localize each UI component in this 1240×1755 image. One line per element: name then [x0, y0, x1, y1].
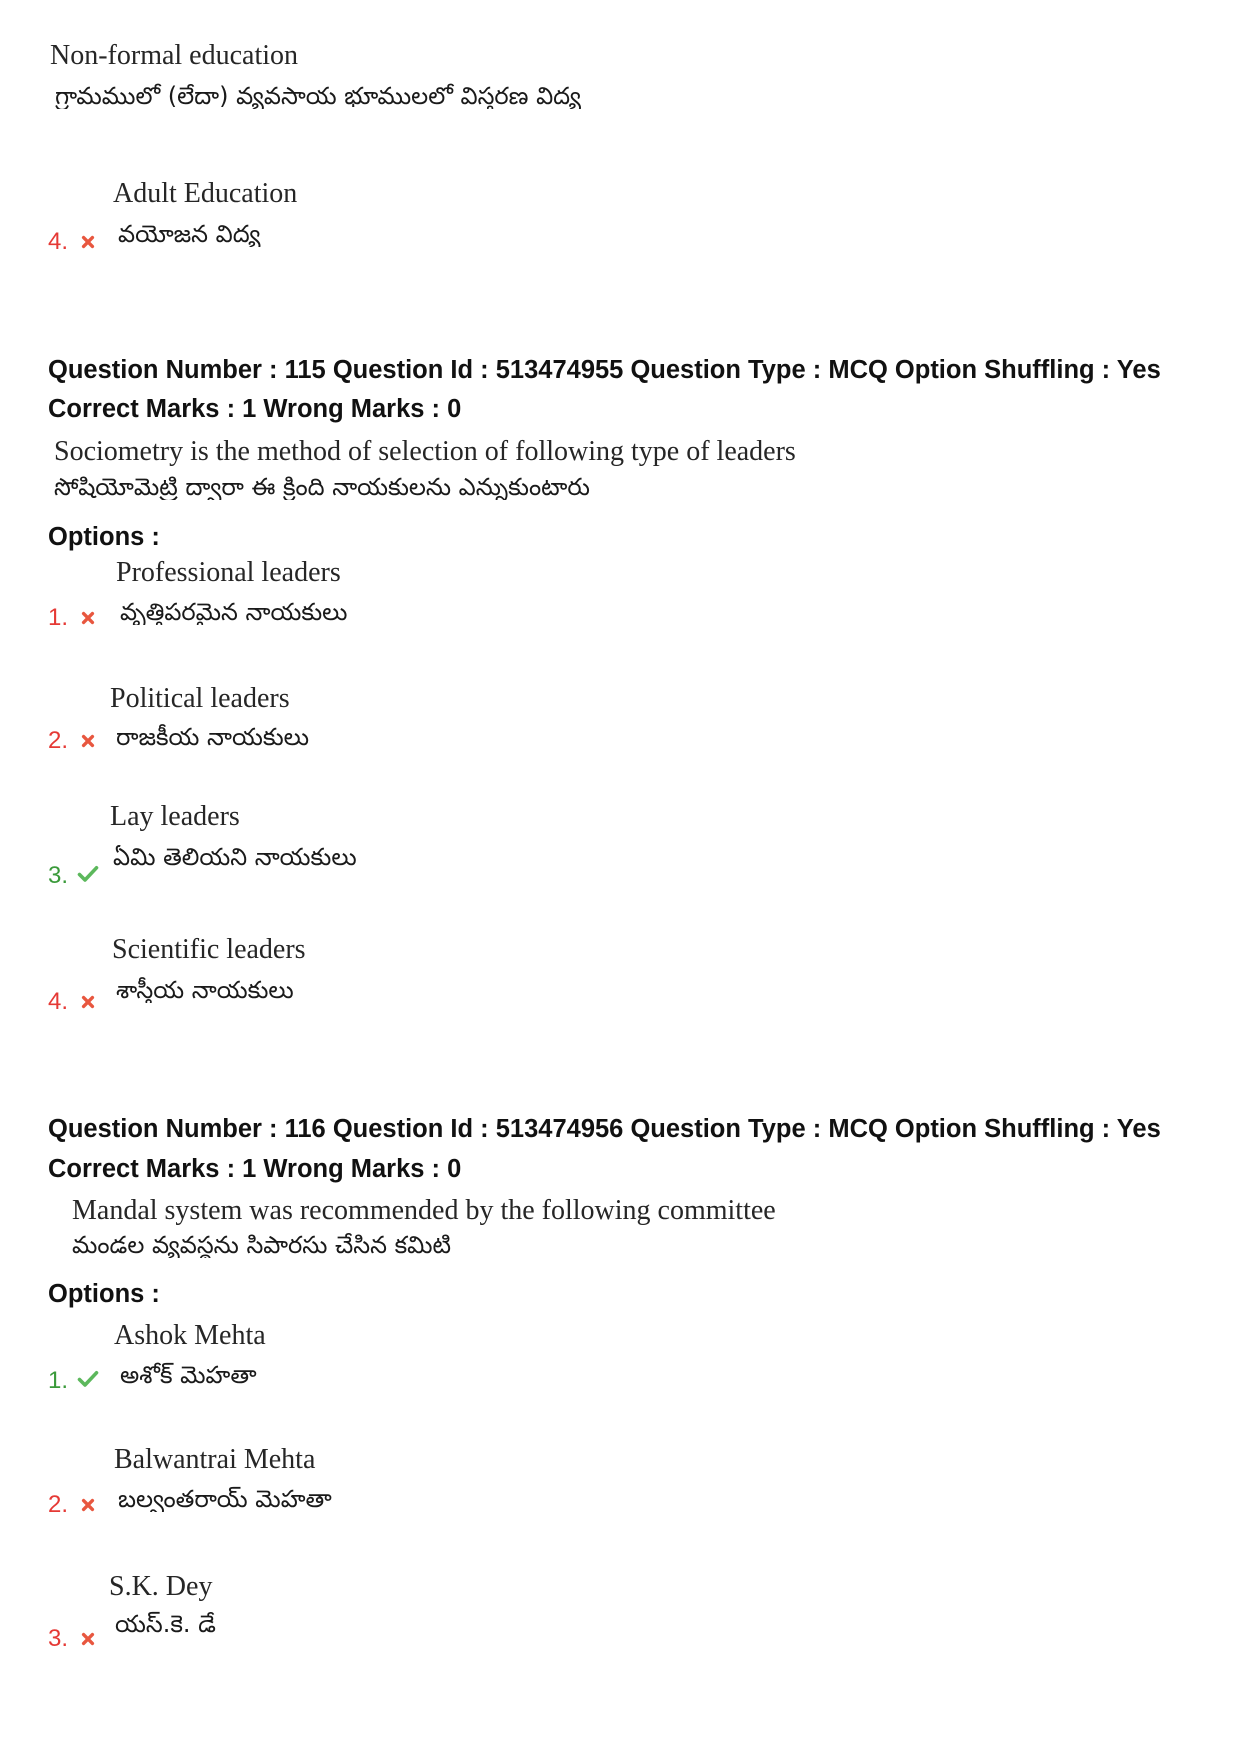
question-marks: Correct Marks : 1 Wrong Marks : 0	[48, 1155, 462, 1183]
option-item	[0, 936, 1200, 1018]
question-header: Question Number : 115 Question Id : 513474955 Question Type : MCQ Option Shuffling : Yes	[48, 356, 1161, 384]
option-number: 2.	[48, 727, 69, 754]
option-number: 4.	[48, 228, 69, 255]
option-number: 1.	[48, 1367, 69, 1394]
option-text-te: ఏమి తెలియని నాయకులు	[113, 844, 357, 870]
option-text-te: రాజకీయ నాయకులు	[116, 724, 310, 750]
options-label: Options :	[48, 523, 160, 551]
cross-icon	[81, 1632, 95, 1646]
option-text-te: బల్వంతరాయ్ మెహతా	[118, 1486, 332, 1512]
question-text-en: Sociometry is the method of selection of following type of leaders	[54, 436, 796, 467]
option-number: 3.	[48, 1625, 69, 1652]
option-item	[0, 1446, 1200, 1521]
cross-icon	[81, 734, 95, 748]
option-text-en: Balwantrai Mehta	[114, 1444, 316, 1475]
option-text-en: Non-formal education	[50, 40, 299, 71]
option-item	[0, 1322, 1200, 1397]
option-item	[0, 803, 1200, 891]
option-text-te: యస్.కె. డే	[115, 1611, 216, 1637]
check-icon	[77, 865, 99, 883]
question-marks: Correct Marks : 1 Wrong Marks : 0	[48, 395, 462, 423]
check-icon	[77, 1370, 99, 1388]
question-header: Question Number : 116 Question Id : 513474956 Question Type : MCQ Option Shuffling : Yes	[48, 1115, 1161, 1143]
option-text-en: Scientific leaders	[112, 934, 306, 965]
option-text-en: Adult Education	[113, 178, 298, 209]
option-item	[0, 685, 1200, 757]
option-text-en: Ashok Mehta	[114, 1320, 266, 1351]
option-text-te: వయోజన విద్య	[118, 221, 261, 247]
cross-icon	[81, 1498, 95, 1512]
options-label: Options :	[48, 1280, 160, 1308]
option-text-en: S.K. Dey	[109, 1571, 213, 1602]
cross-icon	[81, 995, 95, 1009]
option-text-te: వృత్తిపరమైన నాయకులు	[120, 599, 348, 625]
option-number: 1.	[48, 604, 69, 631]
previous-option-fragment	[0, 42, 1200, 112]
question-text-en: Mandal system was recommended by the following committee	[72, 1195, 776, 1226]
option-item	[0, 559, 1200, 634]
option-text-en: Lay leaders	[110, 801, 240, 832]
option-number: 3.	[48, 862, 69, 889]
cross-icon	[81, 611, 95, 625]
option-text-te: శాస్త్రీయ నాయకులు	[116, 977, 294, 1003]
question-text-te: సోషియోమెట్రి ద్వారా ఈ క్రింది నాయకులను ఎన్నుకుంటారు	[54, 474, 590, 500]
option-text-en: Political leaders	[110, 683, 290, 714]
option-text-te: గ్రామములో (లేదా) వ్యవసాయ భూములలో విస్తరణ విద్య	[55, 83, 581, 109]
option-number: 2.	[48, 1491, 69, 1518]
cross-icon	[81, 235, 95, 249]
option-item	[0, 1573, 1200, 1655]
option-number: 4.	[48, 988, 69, 1015]
option-text-te: అశోక్ మెహతా	[120, 1362, 257, 1388]
option-item	[0, 180, 1200, 260]
question-text-te: మండల వ్యవస్థను సిపారసు చేసిన కమిటి	[72, 1232, 452, 1258]
option-text-en: Professional leaders	[116, 557, 341, 588]
